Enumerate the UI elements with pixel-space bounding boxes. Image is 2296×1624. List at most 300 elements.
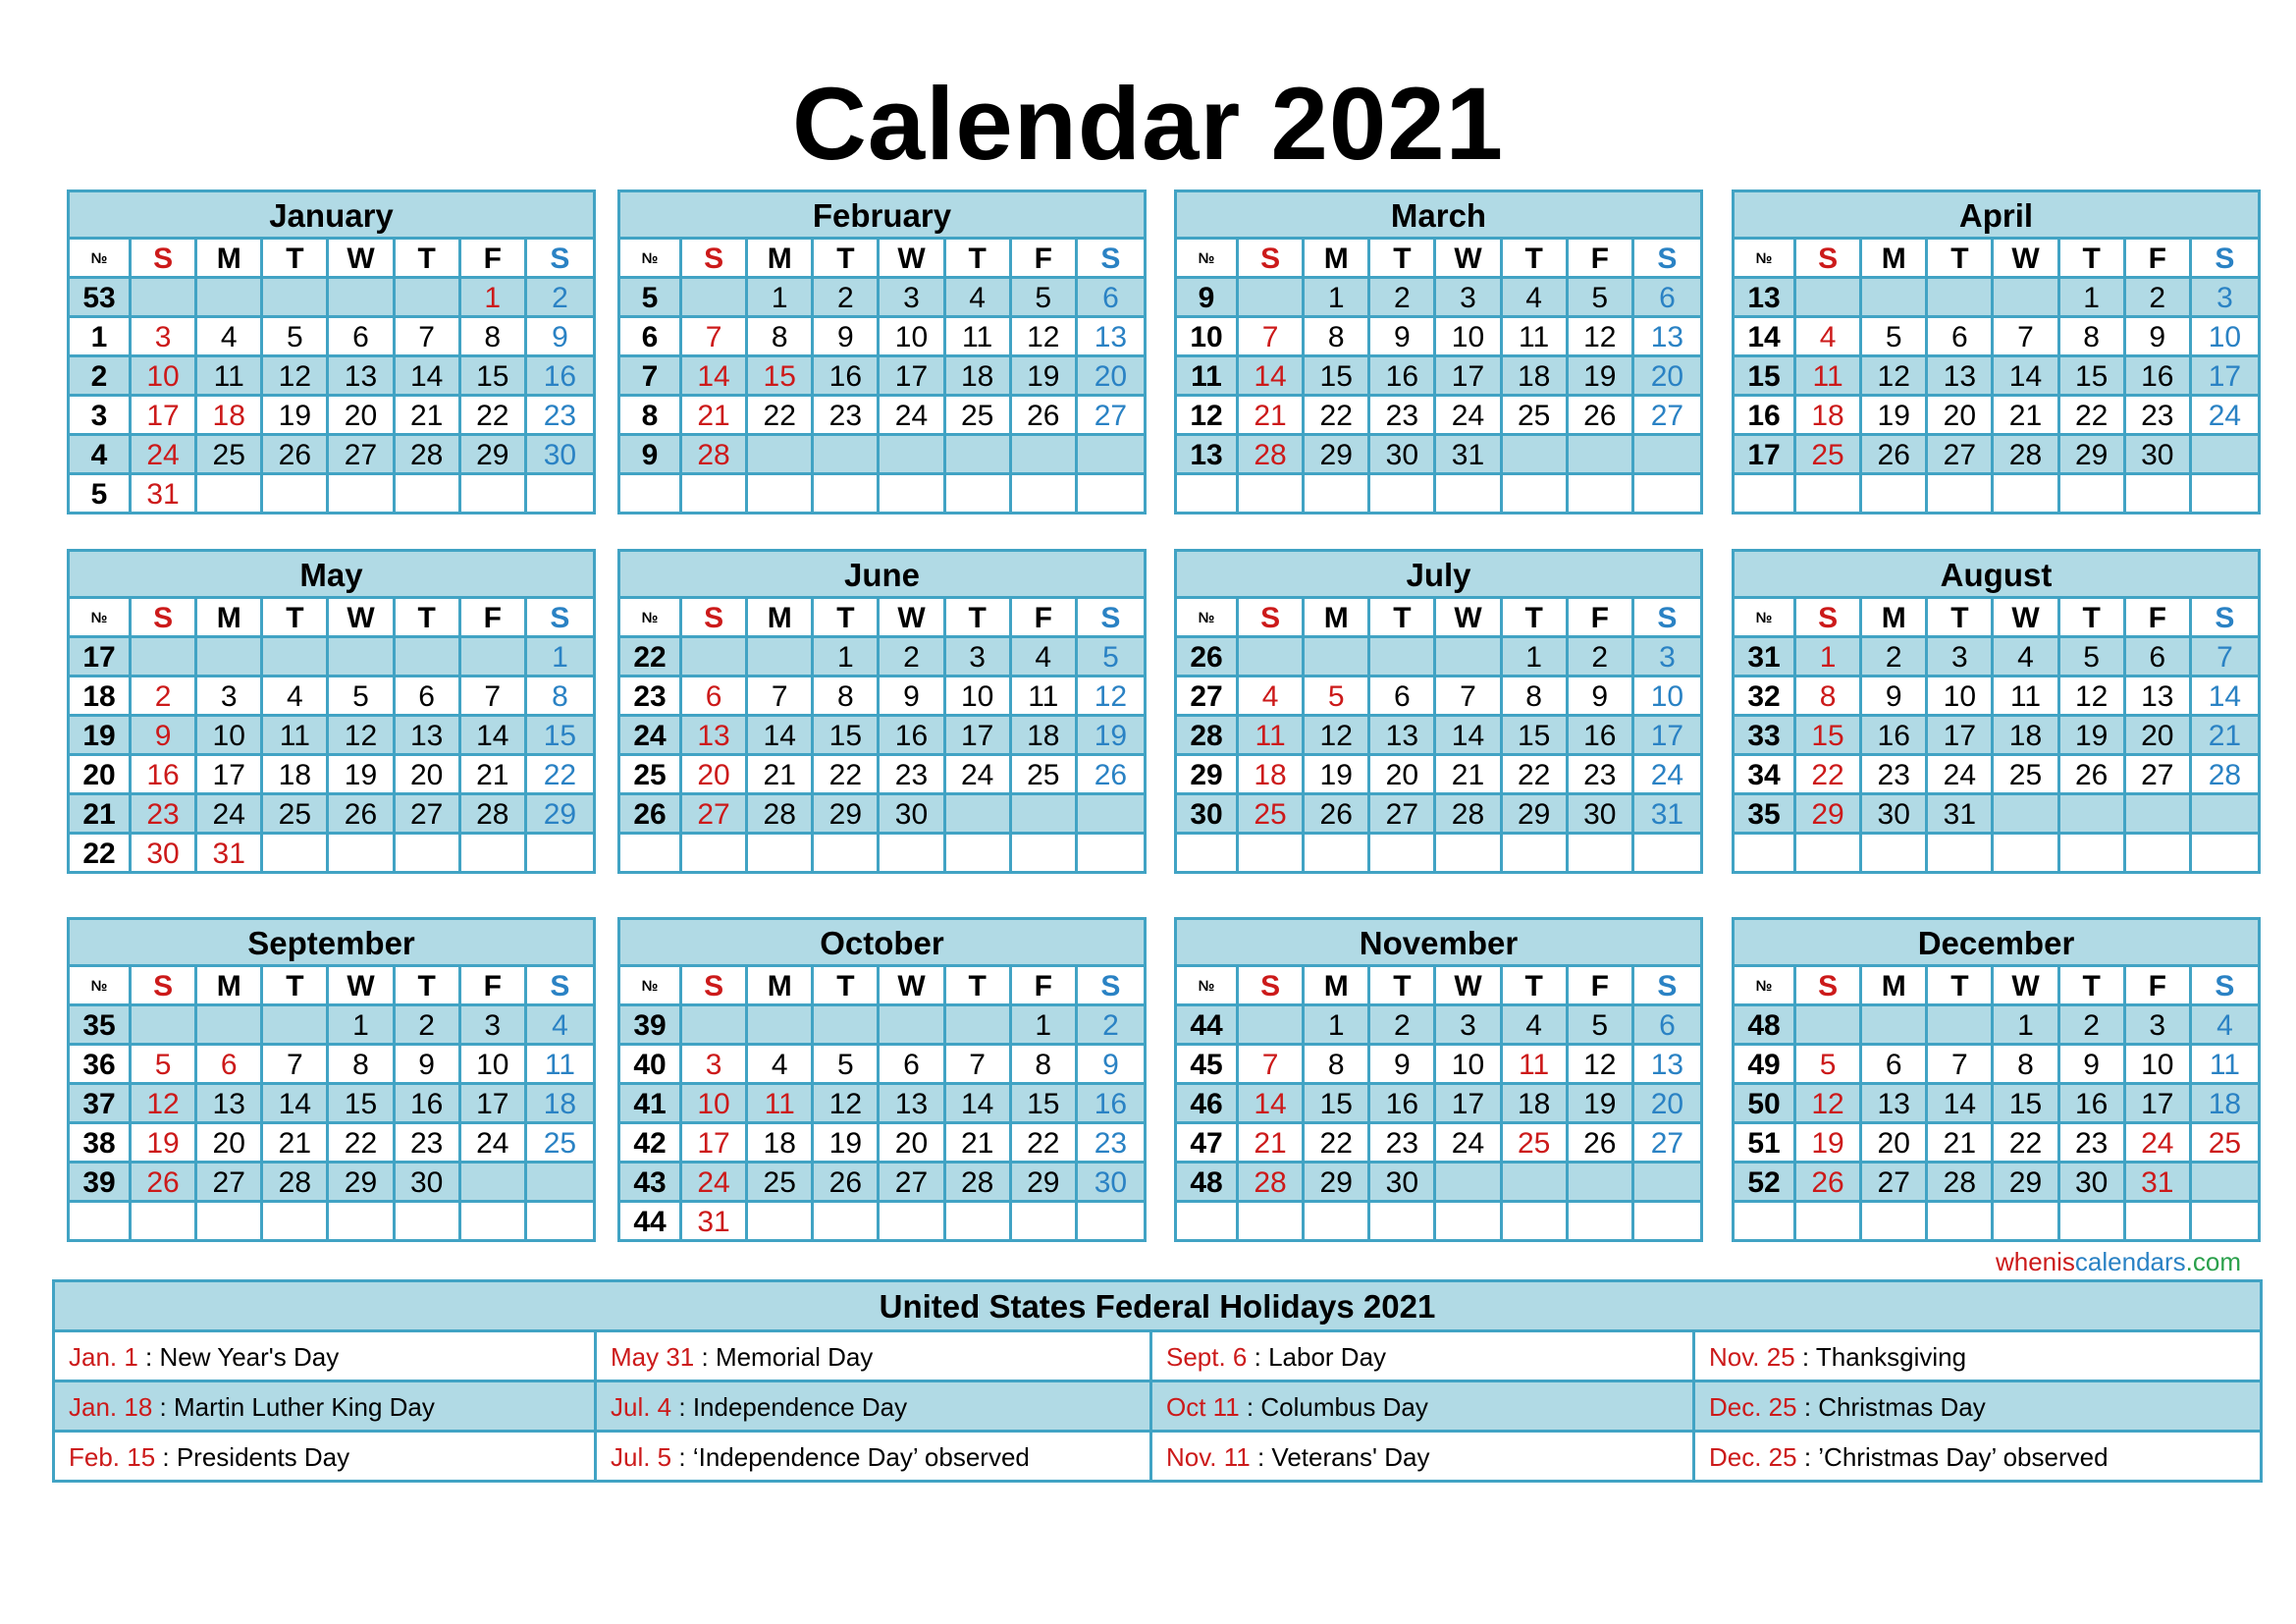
holiday-date: Jul. 5	[611, 1442, 672, 1472]
weekday-header: W	[1994, 967, 2059, 1006]
day-cell: 29	[527, 795, 593, 835]
day-cell: 12	[1569, 1046, 1634, 1085]
holiday-date: Jul. 4	[611, 1392, 672, 1422]
day-cell: 27	[880, 1164, 945, 1203]
weekday-header: S	[1634, 599, 1700, 638]
weekday-header: S	[527, 240, 593, 279]
day-cell: 13	[1370, 717, 1436, 756]
day-cell: 23	[1370, 397, 1436, 436]
week-number: 33	[1735, 717, 1796, 756]
week-number: 21	[70, 795, 132, 835]
weekday-header: W	[880, 967, 945, 1006]
empty-day-cell	[1503, 1203, 1569, 1239]
holiday-entry	[1695, 1332, 2260, 1382]
day-cell: 15	[748, 357, 814, 397]
day-cell: 21	[1994, 397, 2059, 436]
day-cell: 13	[1078, 318, 1144, 357]
empty-day-cell	[396, 475, 461, 512]
week-number: 31	[1735, 638, 1796, 677]
day-cell: 2	[132, 677, 197, 717]
weekday-header: M	[748, 967, 814, 1006]
day-cell: 26	[1796, 1164, 1862, 1203]
week-number: 8	[620, 397, 682, 436]
empty-day-cell	[2192, 475, 2258, 512]
month-september	[67, 917, 596, 1242]
week-number: 34	[1735, 756, 1796, 795]
day-cell: 13	[1634, 1046, 1700, 1085]
weekday-header: T	[263, 967, 329, 1006]
day-cell: 30	[1370, 436, 1436, 475]
week-number	[1735, 835, 1796, 871]
empty-day-cell	[1634, 475, 1700, 512]
empty-day-cell	[1239, 279, 1305, 318]
empty-day-cell	[1239, 638, 1305, 677]
holidays-grid	[55, 1332, 2260, 1480]
holiday-name: ‘Independence Day’ observed	[692, 1442, 1030, 1472]
month-name: November	[1177, 920, 1700, 967]
day-cell: 28	[1436, 795, 1502, 835]
day-cell: 27	[396, 795, 461, 835]
day-cell: 20	[1634, 357, 1700, 397]
week-number-header: №	[70, 967, 132, 1006]
empty-day-cell	[1305, 638, 1370, 677]
weekday-header: W	[1994, 599, 2059, 638]
day-cell: 4	[1796, 318, 1862, 357]
empty-day-cell	[1012, 1203, 1078, 1239]
day-cell: 19	[2060, 717, 2126, 756]
day-cell: 22	[748, 397, 814, 436]
month-name: September	[70, 920, 593, 967]
holiday-name: New Year's Day	[159, 1342, 340, 1372]
weekday-header: S	[1634, 967, 1700, 1006]
day-cell: 5	[1078, 638, 1144, 677]
day-cell: 2	[1569, 638, 1634, 677]
empty-day-cell	[1796, 835, 1862, 871]
day-cell: 31	[197, 835, 263, 871]
day-cell: 8	[1305, 318, 1370, 357]
day-cell: 24	[132, 436, 197, 475]
week-number-header: №	[620, 240, 682, 279]
holiday-name: Martin Luther King Day	[173, 1392, 435, 1422]
day-cell: 8	[1503, 677, 1569, 717]
week-number: 49	[1735, 1046, 1796, 1085]
empty-day-cell	[396, 638, 461, 677]
empty-day-cell	[197, 638, 263, 677]
day-cell: 2	[1078, 1006, 1144, 1046]
day-cell: 7	[682, 318, 748, 357]
day-cell: 9	[132, 717, 197, 756]
weekday-header: T	[1928, 599, 1994, 638]
empty-day-cell	[2126, 1203, 2192, 1239]
weekday-header: S	[1239, 967, 1305, 1006]
empty-day-cell	[527, 1203, 593, 1239]
empty-day-cell	[1569, 835, 1634, 871]
weekday-header: M	[197, 599, 263, 638]
day-cell: 7	[748, 677, 814, 717]
month-name: March	[1177, 192, 1700, 240]
day-cell: 11	[2192, 1046, 2258, 1085]
weekday-header: T	[1503, 599, 1569, 638]
empty-day-cell	[1078, 795, 1144, 835]
day-cell: 17	[1928, 717, 1994, 756]
week-number: 5	[70, 475, 132, 512]
day-cell: 4	[1503, 1006, 1569, 1046]
weekday-header: W	[329, 967, 395, 1006]
week-number: 53	[70, 279, 132, 318]
day-cell: 14	[396, 357, 461, 397]
day-cell: 4	[527, 1006, 593, 1046]
week-number: 25	[620, 756, 682, 795]
day-cell: 1	[1305, 279, 1370, 318]
source-credit[interactable]	[1996, 1247, 2241, 1277]
day-cell: 19	[1012, 357, 1078, 397]
month-name: June	[620, 552, 1144, 599]
weekday-header: M	[1305, 240, 1370, 279]
day-cell: 31	[2126, 1164, 2192, 1203]
empty-day-cell	[748, 1006, 814, 1046]
day-cell: 12	[814, 1085, 880, 1124]
week-number: 47	[1177, 1124, 1239, 1164]
weekday-header: S	[527, 967, 593, 1006]
weekday-header: S	[2192, 967, 2258, 1006]
month-name: July	[1177, 552, 1700, 599]
day-cell: 10	[461, 1046, 527, 1085]
day-cell: 1	[2060, 279, 2126, 318]
week-number	[1735, 1203, 1796, 1239]
day-cell: 22	[814, 756, 880, 795]
day-cell: 23	[814, 397, 880, 436]
day-cell: 20	[1370, 756, 1436, 795]
day-cell: 22	[461, 397, 527, 436]
day-cell: 21	[1239, 1124, 1305, 1164]
weekday-header: M	[1305, 967, 1370, 1006]
day-cell: 15	[1305, 1085, 1370, 1124]
empty-day-cell	[2192, 1164, 2258, 1203]
day-cell: 20	[1862, 1124, 1928, 1164]
week-number: 18	[70, 677, 132, 717]
day-cell: 6	[1862, 1046, 1928, 1085]
day-cell: 12	[132, 1085, 197, 1124]
empty-day-cell	[946, 475, 1012, 512]
holiday-date: Jan. 18	[69, 1392, 153, 1422]
day-cell: 2	[1370, 279, 1436, 318]
weekday-header: S	[682, 599, 748, 638]
day-cell: 19	[132, 1124, 197, 1164]
weekday-header: S	[1239, 240, 1305, 279]
day-cell: 14	[748, 717, 814, 756]
day-cell: 27	[2126, 756, 2192, 795]
day-cell: 9	[1862, 677, 1928, 717]
day-cell: 26	[814, 1164, 880, 1203]
week-number: 42	[620, 1124, 682, 1164]
day-cell: 24	[2126, 1124, 2192, 1164]
day-cell: 29	[329, 1164, 395, 1203]
month-days-grid	[1735, 967, 2258, 1239]
day-cell: 2	[1862, 638, 1928, 677]
month-july	[1174, 549, 1703, 874]
day-cell: 15	[329, 1085, 395, 1124]
day-cell: 26	[2060, 756, 2126, 795]
day-cell: 27	[1928, 436, 1994, 475]
day-cell: 13	[1634, 318, 1700, 357]
day-cell: 21	[1436, 756, 1502, 795]
day-cell: 6	[197, 1046, 263, 1085]
day-cell: 5	[1862, 318, 1928, 357]
empty-day-cell	[263, 279, 329, 318]
day-cell: 6	[1928, 318, 1994, 357]
day-cell: 27	[1634, 1124, 1700, 1164]
empty-day-cell	[1239, 835, 1305, 871]
weekday-header: T	[1928, 240, 1994, 279]
weekday-header: F	[461, 240, 527, 279]
day-cell: 1	[1994, 1006, 2059, 1046]
day-cell: 4	[1503, 279, 1569, 318]
day-cell: 7	[1994, 318, 2059, 357]
day-cell: 28	[946, 1164, 1012, 1203]
day-cell: 3	[880, 279, 945, 318]
empty-day-cell	[1569, 475, 1634, 512]
week-number: 26	[1177, 638, 1239, 677]
day-cell: 17	[2126, 1085, 2192, 1124]
empty-day-cell	[2126, 835, 2192, 871]
day-cell: 26	[132, 1164, 197, 1203]
week-number: 4	[70, 436, 132, 475]
weekday-header: S	[1078, 240, 1144, 279]
day-cell: 15	[814, 717, 880, 756]
day-cell: 7	[396, 318, 461, 357]
empty-day-cell	[880, 436, 945, 475]
month-name: May	[70, 552, 593, 599]
day-cell: 13	[396, 717, 461, 756]
day-cell: 2	[814, 279, 880, 318]
weekday-header: S	[1796, 967, 1862, 1006]
day-cell: 6	[1634, 1006, 1700, 1046]
week-number	[1735, 475, 1796, 512]
week-number: 23	[620, 677, 682, 717]
empty-day-cell	[329, 835, 395, 871]
day-cell: 22	[1012, 1124, 1078, 1164]
empty-day-cell	[1569, 1203, 1634, 1239]
empty-day-cell	[1634, 436, 1700, 475]
week-number: 48	[1177, 1164, 1239, 1203]
day-cell: 11	[1239, 717, 1305, 756]
empty-day-cell	[1012, 795, 1078, 835]
week-number: 30	[1177, 795, 1239, 835]
holiday-name: Presidents Day	[176, 1442, 350, 1472]
week-number	[70, 1203, 132, 1239]
week-number-header: №	[620, 599, 682, 638]
day-cell: 7	[461, 677, 527, 717]
day-cell: 10	[1928, 677, 1994, 717]
empty-day-cell	[263, 835, 329, 871]
day-cell: 21	[946, 1124, 1012, 1164]
day-cell: 26	[1569, 397, 1634, 436]
month-june	[617, 549, 1147, 874]
day-cell: 12	[1569, 318, 1634, 357]
empty-day-cell	[1012, 436, 1078, 475]
day-cell: 26	[1569, 1124, 1634, 1164]
empty-day-cell	[197, 1203, 263, 1239]
day-cell: 24	[946, 756, 1012, 795]
weekday-header: T	[1503, 240, 1569, 279]
day-cell: 25	[197, 436, 263, 475]
week-number: 7	[620, 357, 682, 397]
day-cell: 7	[946, 1046, 1012, 1085]
day-cell: 27	[1634, 397, 1700, 436]
empty-day-cell	[682, 475, 748, 512]
empty-day-cell	[1370, 475, 1436, 512]
day-cell: 9	[1078, 1046, 1144, 1085]
day-cell: 16	[527, 357, 593, 397]
empty-day-cell	[1928, 475, 1994, 512]
day-cell: 25	[1796, 436, 1862, 475]
empty-day-cell	[2192, 1203, 2258, 1239]
week-number	[1177, 1203, 1239, 1239]
day-cell: 28	[1994, 436, 2059, 475]
day-cell: 1	[1796, 638, 1862, 677]
empty-day-cell	[1436, 835, 1502, 871]
day-cell: 23	[132, 795, 197, 835]
week-number: 50	[1735, 1085, 1796, 1124]
month-days-grid	[1735, 240, 2258, 512]
day-cell: 12	[1305, 717, 1370, 756]
week-number: 51	[1735, 1124, 1796, 1164]
day-cell: 15	[2060, 357, 2126, 397]
day-cell: 18	[1503, 357, 1569, 397]
day-cell: 25	[1503, 397, 1569, 436]
day-cell: 8	[329, 1046, 395, 1085]
day-cell: 26	[263, 436, 329, 475]
holiday-date: Sept. 6	[1166, 1342, 1248, 1372]
day-cell: 4	[1012, 638, 1078, 677]
day-cell: 31	[1928, 795, 1994, 835]
day-cell: 13	[880, 1085, 945, 1124]
day-cell: 26	[1862, 436, 1928, 475]
empty-day-cell	[814, 1203, 880, 1239]
day-cell: 6	[1078, 279, 1144, 318]
empty-day-cell	[1436, 475, 1502, 512]
empty-day-cell	[132, 638, 197, 677]
weekday-header: T	[263, 599, 329, 638]
empty-day-cell	[461, 1203, 527, 1239]
empty-day-cell	[880, 835, 945, 871]
weekday-header: F	[2126, 240, 2192, 279]
day-cell: 10	[2192, 318, 2258, 357]
day-cell: 5	[1569, 1006, 1634, 1046]
empty-day-cell	[329, 475, 395, 512]
weekday-header: F	[1569, 599, 1634, 638]
empty-day-cell	[1634, 835, 1700, 871]
day-cell: 14	[1239, 1085, 1305, 1124]
empty-day-cell	[1012, 475, 1078, 512]
day-cell: 26	[1305, 795, 1370, 835]
month-days-grid	[70, 599, 593, 871]
day-cell: 31	[132, 475, 197, 512]
day-cell: 9	[2060, 1046, 2126, 1085]
day-cell: 30	[1862, 795, 1928, 835]
day-cell: 17	[1634, 717, 1700, 756]
empty-day-cell	[946, 436, 1012, 475]
day-cell: 21	[2192, 717, 2258, 756]
empty-day-cell	[1796, 1203, 1862, 1239]
empty-day-cell	[263, 1006, 329, 1046]
day-cell: 26	[329, 795, 395, 835]
day-cell: 12	[1012, 318, 1078, 357]
day-cell: 17	[946, 717, 1012, 756]
empty-day-cell	[1994, 795, 2059, 835]
day-cell: 11	[1503, 1046, 1569, 1085]
weekday-header: S	[1796, 599, 1862, 638]
day-cell: 7	[1928, 1046, 1994, 1085]
holiday-entry	[55, 1332, 597, 1382]
holiday-name: Columbus Day	[1260, 1392, 1428, 1422]
day-cell: 18	[1994, 717, 2059, 756]
weekday-header: T	[1370, 967, 1436, 1006]
day-cell: 12	[329, 717, 395, 756]
weekday-header: F	[2126, 599, 2192, 638]
day-cell: 18	[1012, 717, 1078, 756]
day-cell: 24	[1928, 756, 1994, 795]
day-cell: 30	[527, 436, 593, 475]
month-name: January	[70, 192, 593, 240]
empty-day-cell	[748, 638, 814, 677]
day-cell: 3	[197, 677, 263, 717]
holiday-entry	[55, 1433, 597, 1480]
day-cell: 16	[1078, 1085, 1144, 1124]
day-cell: 7	[1239, 1046, 1305, 1085]
day-cell: 3	[946, 638, 1012, 677]
day-cell: 25	[748, 1164, 814, 1203]
holiday-name: Thanksgiving	[1815, 1342, 1967, 1372]
holidays-table	[52, 1279, 2263, 1483]
day-cell: 16	[880, 717, 945, 756]
month-days-grid	[1735, 599, 2258, 871]
day-cell: 14	[2192, 677, 2258, 717]
day-cell: 3	[1634, 638, 1700, 677]
month-days-grid	[620, 967, 1144, 1239]
day-cell: 1	[748, 279, 814, 318]
day-cell: 18	[1796, 397, 1862, 436]
empty-day-cell	[2126, 475, 2192, 512]
empty-day-cell	[1503, 835, 1569, 871]
weekday-header: M	[1862, 240, 1928, 279]
holiday-date: Oct 11	[1166, 1392, 1240, 1422]
day-cell: 15	[1305, 357, 1370, 397]
month-december	[1732, 917, 2261, 1242]
weekday-header: T	[814, 599, 880, 638]
day-cell: 11	[1796, 357, 1862, 397]
day-cell: 18	[197, 397, 263, 436]
weekday-header: W	[1436, 599, 1502, 638]
day-cell: 4	[1994, 638, 2059, 677]
day-cell: 30	[2060, 1164, 2126, 1203]
day-cell: 7	[1239, 318, 1305, 357]
day-cell: 16	[1370, 357, 1436, 397]
day-cell: 8	[748, 318, 814, 357]
holiday-name: Veterans' Day	[1271, 1442, 1430, 1472]
empty-day-cell	[132, 1203, 197, 1239]
weekday-header: T	[396, 240, 461, 279]
day-cell: 14	[263, 1085, 329, 1124]
day-cell: 28	[1239, 436, 1305, 475]
week-number: 20	[70, 756, 132, 795]
month-november	[1174, 917, 1703, 1242]
weekday-header: T	[2060, 967, 2126, 1006]
month-days-grid	[1177, 240, 1700, 512]
day-cell: 29	[814, 795, 880, 835]
weekday-header: S	[2192, 599, 2258, 638]
weekday-header: M	[1862, 967, 1928, 1006]
